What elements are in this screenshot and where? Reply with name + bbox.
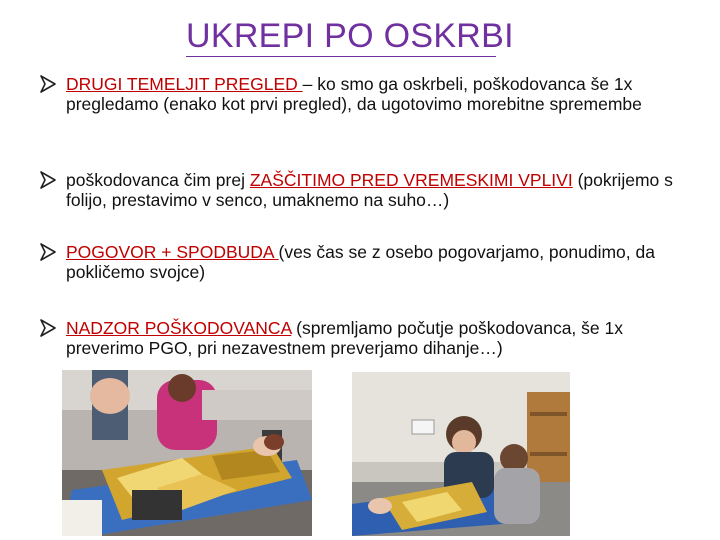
arrow-bullet-icon (40, 319, 56, 337)
bullet-text: (pokrijemo s folijo, prestavimo v senco, umaknemo na suho…) (66, 170, 673, 210)
list-item (40, 318, 700, 358)
bullet-prefix: poškodovanca čim prej (66, 170, 250, 190)
arrow-bullet-icon (40, 171, 56, 189)
bullet-highlight: ZAŠČITIMO PRED VREMESKIMI VPLIVI (249, 170, 573, 190)
photo-foil-covered-patient (62, 370, 312, 536)
arrow-bullet-icon (40, 243, 56, 261)
list-item (40, 170, 700, 210)
bullet-text: (ves čas se z osebo pogovarjamo, ponudimo, da pokličemo svojce) (66, 242, 655, 282)
page-title: UKREPI PO OSKRBI (186, 17, 514, 55)
photo-helpers-with-foil (352, 372, 570, 536)
bullet-text: – ko smo ga oskrbeli, poškodovanca še 1x pregledamo (enako kot prvi pregled), da ugotovimo morebitne spremembe (66, 74, 642, 114)
bullet-highlight: DRUGI TEMELJIT PREGLED (66, 74, 303, 94)
list-item (40, 74, 700, 114)
bullet-highlight: NADZOR POŠKODOVANCA (66, 318, 292, 338)
bullet-highlight: POGOVOR + SPODBUDA (66, 242, 279, 262)
bullet-text: (spremljamo počutje poškodovanca, še 1x preverimo PGO, pri nezavestnem preverjamo dihanje…) (66, 318, 623, 358)
arrow-bullet-icon (40, 75, 56, 93)
list-item (40, 242, 700, 282)
